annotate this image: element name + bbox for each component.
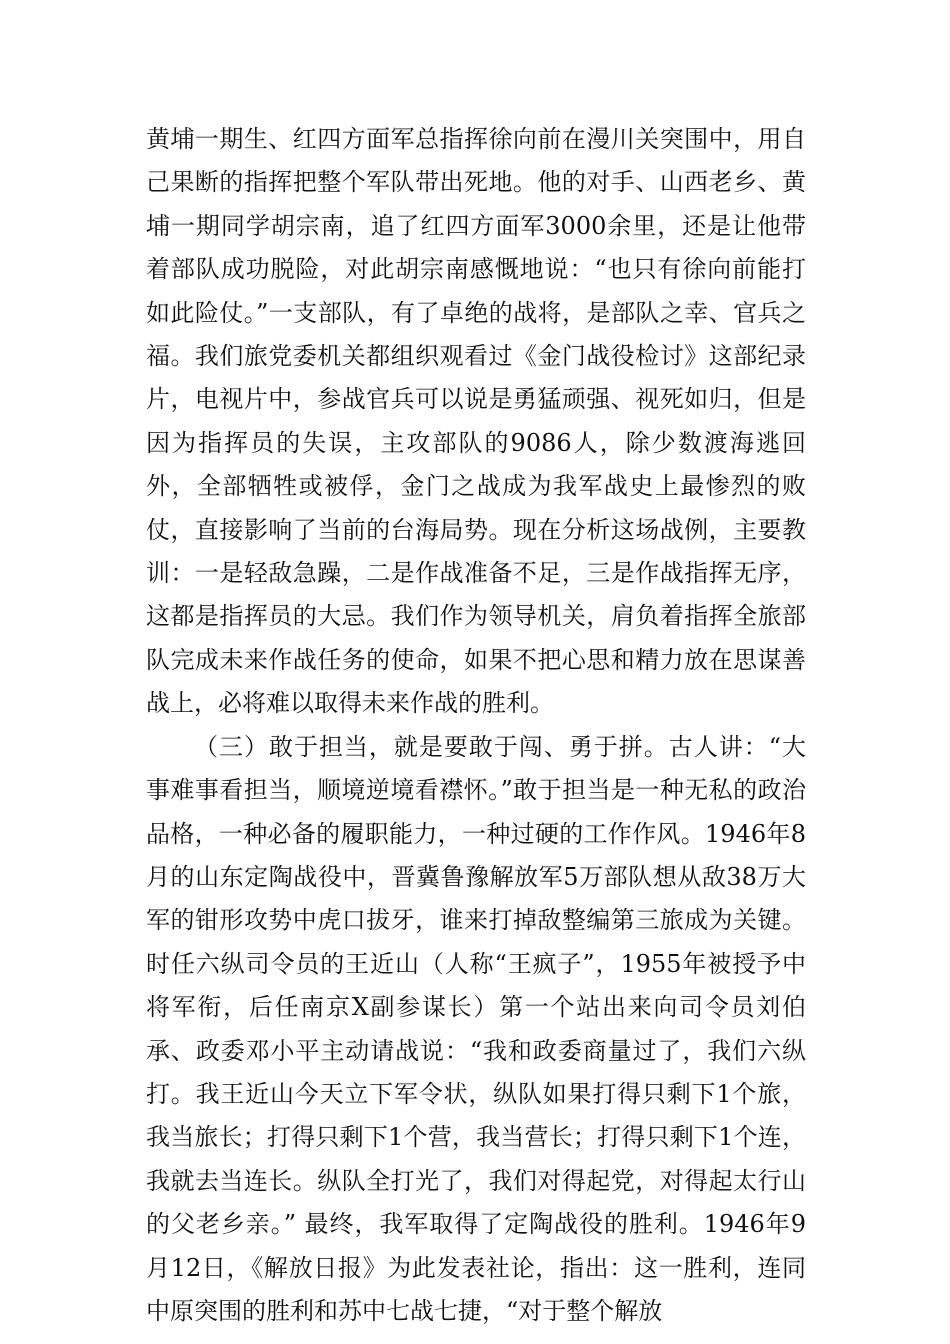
document-body [146, 118, 806, 1333]
paragraph-xu-xiangqian: 黄埔一期生、红四方面军总指挥徐向前在漫川关突围中，用自己果断的指挥把整个军队带出死地。他的对手、山西老乡、黄埔一期同学胡宗南，追了红四方面军3000余里，还是让他带着部队成功脱险，对此胡宗南感慨地说：“也只有徐向前能打如此险仗。”一支部队，有了卓绝的战将，是部队之幸、官兵之福。我们旅党委机关都组织观看过《金门战役检讨》这部纪录片，电视片中，参战官兵可以说是勇猛顽强、视死如归，但是因为指挥员的失误，主攻部队的9086人，除少数渡海逃回外，全部牺牲或被俘，金门之战成为我军战史上最惨烈的败仗，直接影响了当前的台海局势。现在分析这场战例，主要教训：一是轻敌急躁，二是作战准备不足，三是作战指挥无序，这都是指挥员的大忌。我们作为领导机关，肩负着指挥全旅部队完成未来作战任务的使命，如果不把心思和精力放在思谋善战上，必将难以取得未来作战的胜利。 [146, 125, 806, 718]
paragraph-dare-to-take-responsibility: （三）敢于担当，就是要敢于闯、勇于拼。古人讲：“大事难事看担当，顺境逆境看襟怀。”敢于担当是一种无私的政治品格，一种必备的履职能力，一种过硬的工作作风。1946年8月的山东定陶战役中，晋冀鲁豫解放军5万部队想从敌38万大军的钳形攻势中虎口拔牙，谁来打掉敌整编第三旅成为关键。时任六纵司令员的王近山（人称“王疯子”，1955年被授予中将军衔，后任南京X副参谋长）第一个站出来向司令员刘伯承、政委邓小平主动请战说：“我和政委商量过了，我们六纵打。我王近山今天立下军令状，纵队如果打得只剩下1个旅，我当旅长；打得只剩下1个营，我当营长；打得只剩下1个连，我就去当连长。纵队全打光了，我们对得起党，对得起太行山的父老乡亲。” 最终，我军取得了定陶战役的胜利。1946年9月12日，《解放日报》为此发表社论，指出：这一胜利，连同中原突围的胜利和苏中七战七捷，“对于整个解放 [146, 732, 806, 1325]
